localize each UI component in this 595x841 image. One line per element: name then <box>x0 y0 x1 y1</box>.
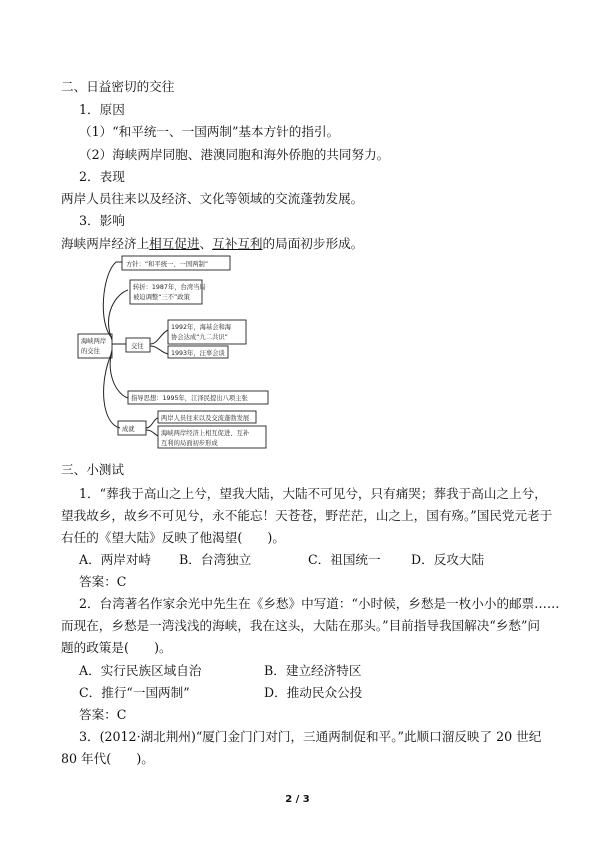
influence-post: 的局面初步形成。 <box>262 236 364 251</box>
mindmap-achievement-1: 两岸人员往来以及交流蓬勃发展 <box>161 415 250 422</box>
influence-sep: 、 <box>199 236 213 251</box>
q2-answer: 答案：C <box>79 707 127 722</box>
q1-option-d: D．反攻大陆 <box>411 552 485 567</box>
influence-underline-1: 相互促进 <box>149 236 200 251</box>
q3-line-1: 3．(2012·湖北荆州)“厦门金门门对门，三通两制促和平。”此顺口溜反映了 20 世纪 <box>79 729 542 744</box>
section-title-3: 三、小测试 <box>61 462 124 477</box>
mindmap-center-line2: 的交往 <box>81 348 100 355</box>
mindmap-policy: 方针：“和平统一、一国两制” <box>126 261 209 268</box>
mindmap-achievement-2-line2: 互利的局面初步形成 <box>161 440 218 447</box>
q1-line-1: 1．“葬我于高山之上兮，望我大陆，大陆不可见兮，只有痛哭；葬我于高山之上兮， <box>79 486 547 501</box>
influence-underline-2: 互补互利 <box>212 236 263 251</box>
mindmap-achievement-2-line1: 海峡两岸经济上相互促进、互补 <box>161 430 250 437</box>
mindmap-1992-line2: 协会达成“九二共识” <box>171 334 228 341</box>
q2-line-2: 而现在，乡愁是一湾浅浅的海峡，我在这头，大陆在那头。”目前指导我国解决“乡愁”问 <box>61 618 540 633</box>
influence-text <box>61 236 363 252</box>
q2-option-a: A．实行民族区域自治 <box>79 663 202 678</box>
mindmap-exchange-label: 交往 <box>131 343 144 350</box>
q2-option-b: B．建立经济特区 <box>264 663 362 678</box>
reason-item-2: （2）海峡两岸同胞、港澳同胞和海外侨胞的共同努力。 <box>79 147 390 162</box>
q2-line-3: 题的政策是( )。 <box>61 640 172 655</box>
reason-heading: 1．原因 <box>79 102 125 117</box>
q1-option-a: A．两岸对峙 <box>79 552 152 567</box>
q3-line-2: 80 年代( )。 <box>61 751 154 766</box>
mindmap-diagram <box>72 254 272 450</box>
page-number: 2 / 3 <box>285 794 310 805</box>
q2-option-d: D．推动民众公投 <box>264 685 363 700</box>
performance-text: 两岸人员往来以及经济、文化等领域的交流蓬勃发展。 <box>61 191 364 206</box>
mindmap-1992-line1: 1992年，海基会和海 <box>171 324 232 331</box>
q1-option-b: B．台湾独立 <box>179 552 252 567</box>
mindmap-1987-line1: 转折：1987年，台湾当局 <box>133 284 206 291</box>
performance-heading: 2．表现 <box>79 169 125 184</box>
q2-option-c: C．推行“一国两制” <box>79 685 190 700</box>
influence-pre: 海峡两岸经济上 <box>61 236 150 251</box>
q1-line-2: 望我故乡，故乡不可见兮，永不能忘！天苍苍，野茫茫，山之上，国有殇。”国民党元老于 <box>61 508 553 523</box>
mindmap-1993: 1993年，汪辜会谈 <box>171 350 225 357</box>
mindmap-guide: 指导思想：1995年，江泽民提出八项主张 <box>131 395 248 402</box>
q1-answer: 答案：C <box>79 574 127 589</box>
influence-heading: 3．影响 <box>79 213 125 228</box>
mindmap-achievement-label: 成就 <box>122 426 135 433</box>
mindmap-1987-line2: 被迫调整“三不”政策 <box>133 294 190 301</box>
q1-option-c: C．祖国统一 <box>308 552 381 567</box>
section-title-2: 二、日益密切的交往 <box>61 79 175 94</box>
mindmap-center-line1: 海峡两岸 <box>81 338 107 345</box>
q1-line-3: 右任的《望大陆》反映了他渴望( )。 <box>61 530 285 545</box>
q2-line-1: 2．台湾著名作家余光中先生在《乡愁》中写道：“小时候，乡愁是一枚小小的邮票…… <box>79 596 560 611</box>
reason-item-1: （1）“和平统一、一国两制”基本方针的指引。 <box>79 124 340 139</box>
